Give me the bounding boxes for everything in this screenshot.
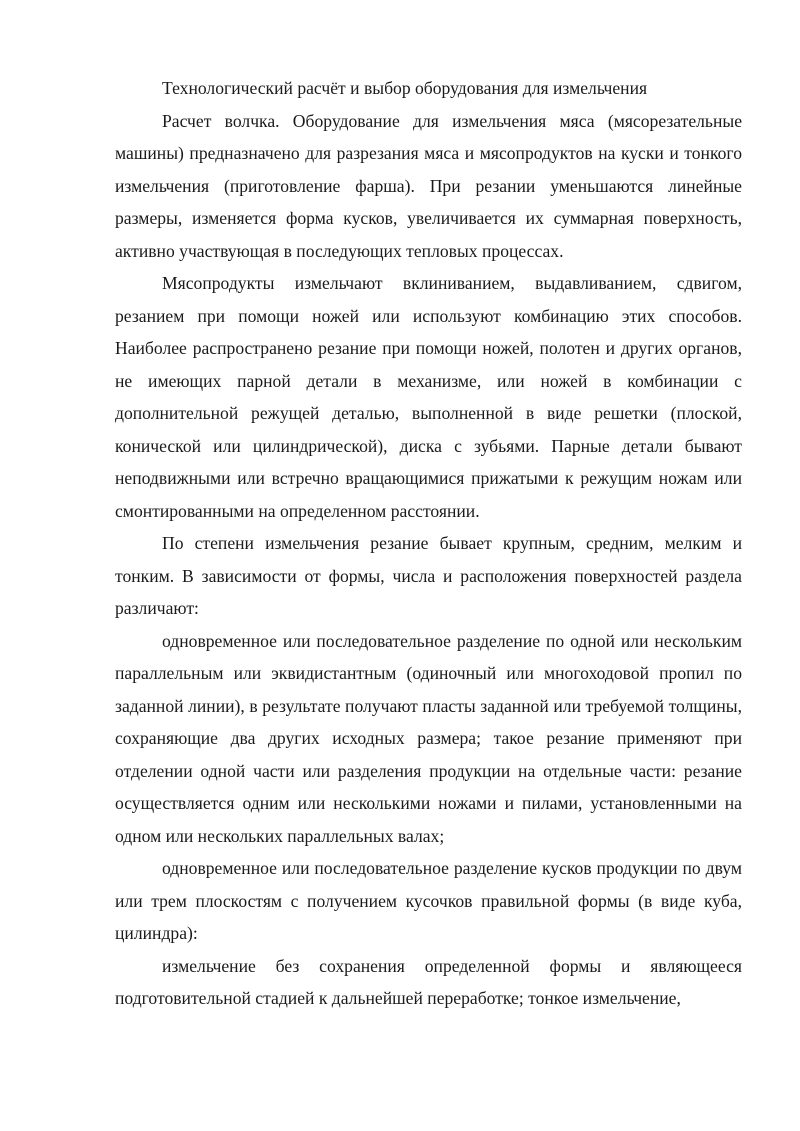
paragraph: Расчет волчка. Оборудование для измельчения мяса (мясорезательные машины) предназначено для разрезания мяса и мясопродуктов на куски и тонкого измельчения (приготовление фарша). При резании уменьшаются линейные размеры, изменяется форма кусков, увеличивается их суммарная поверхность, активно участвующая в последующих тепловых процессах. xyxy=(115,110,742,261)
paragraph: одновременное или последовательное разделение по одной или нескольким параллельным или эквидистантным (одиночный или многоходовой пропил по заданной линии), в результате получают пласты заданной или требуемой толщины, сохраняющие два других исходных размера; такое резание применяют при отделении одной части или разделения продукции на отдельные части: резание осуществляется одним или несколькими ножами и пилами, установленными на одном или нескольких параллельных валах; xyxy=(115,630,742,846)
paragraph: По степени измельчения резание бывает крупным, средним, мелким и тонким. В зависимости от формы, числа и расположения поверхностей раздела различают: xyxy=(115,533,742,618)
paragraph: измельчение без сохранения определенной формы и являющееся подготовительной стадией к дальнейшей переработке; тонкое измельчение, xyxy=(115,955,742,1008)
document-body xyxy=(115,72,742,1015)
paragraph: Мясопродукты измельчают вклиниванием, выдавливанием, сдвигом, резанием при помощи ножей или используют комбинацию этих способов. Наиболее распространено резание при помощи ножей, полотен и других органов, не имеющих парной детали в механизме, или ножей в комбинации с дополнительной режущей деталью, выполненной в виде решетки (плоской, конической или цилиндрической), диска с зубьями. Парные детали бывают неподвижными или встречно вращающимися прижатыми к режущим ножам или смонтированными на определенном расстоянии. xyxy=(115,273,742,521)
section-title: Технологический расчёт и выбор оборудования для измельчения xyxy=(162,78,648,98)
paragraph: одновременное или последовательное разделение кусков продукции по двум или трем плоскостям с получением кусочков правильной формы (в виде куба, цилиндра): xyxy=(115,858,742,943)
